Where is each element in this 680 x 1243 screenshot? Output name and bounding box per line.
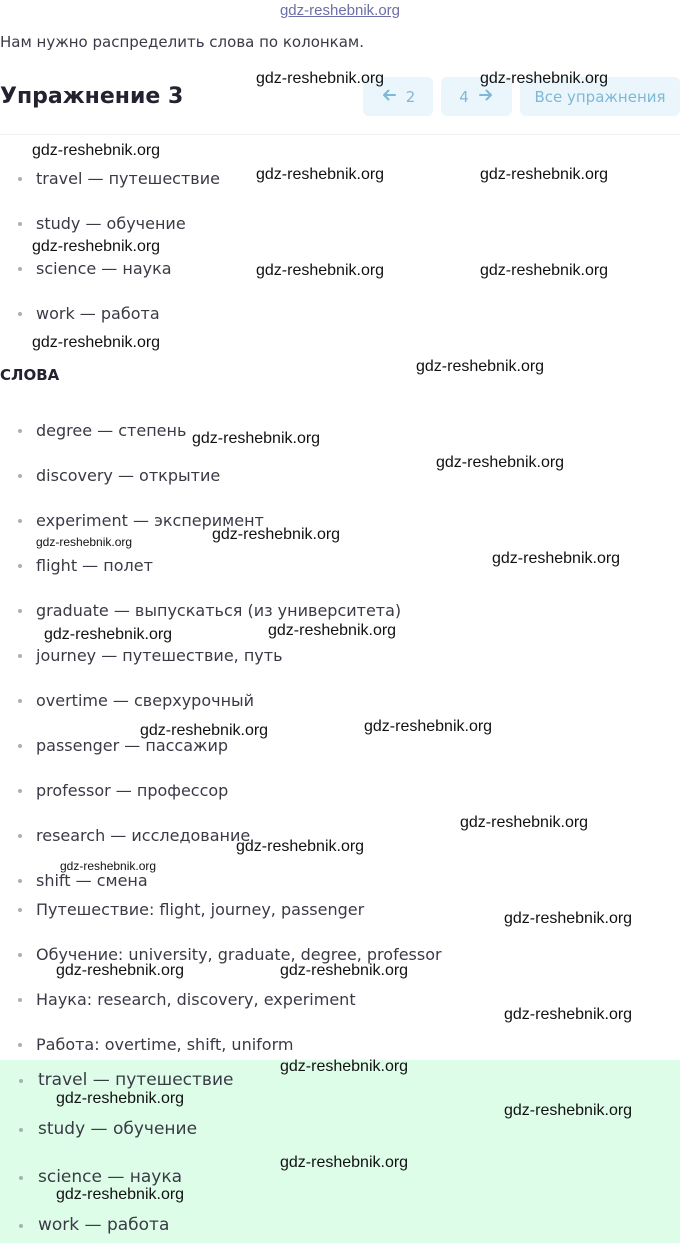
watermark-text: gdz-reshebnik.org bbox=[492, 550, 621, 567]
arrow-left-icon bbox=[381, 87, 397, 107]
list-item: Работа: overtime, shift, uniform bbox=[0, 1035, 293, 1054]
list-item: discovery — открытие bbox=[0, 466, 220, 485]
watermark-text: gdz-reshebnik.org bbox=[504, 910, 633, 927]
list-item: study — обучение bbox=[0, 214, 186, 233]
list-item: research — исследование bbox=[0, 826, 250, 845]
site-watermark-link[interactable]: gdz-reshebnik.org bbox=[279, 2, 401, 19]
all-exercises-button[interactable]: Все упражнения bbox=[520, 77, 680, 116]
watermark-text: gdz-reshebnik.org bbox=[32, 142, 161, 159]
next-exercise-label: 4 bbox=[459, 87, 469, 106]
watermark-text: gdz-reshebnik.org bbox=[36, 535, 133, 549]
watermark-text: gdz-reshebnik.org bbox=[212, 526, 341, 543]
words-section-title: СЛОВА bbox=[0, 366, 60, 384]
list-item: shift — смена bbox=[0, 871, 148, 890]
watermark-text: gdz-reshebnik.org bbox=[480, 262, 609, 279]
watermark-text: gdz-reshebnik.org bbox=[280, 962, 409, 979]
list-item: travel — путешествие bbox=[0, 169, 220, 188]
watermark-text: gdz-reshebnik.org bbox=[60, 859, 157, 873]
watermark-text: gdz-reshebnik.org bbox=[280, 1154, 409, 1171]
list-item: science — наука bbox=[0, 259, 172, 278]
arrow-right-icon bbox=[478, 87, 494, 107]
watermark-text: gdz-reshebnik.org bbox=[504, 1102, 633, 1119]
watermark-text: gdz-reshebnik.org bbox=[416, 358, 545, 375]
watermark-text: gdz-reshebnik.org bbox=[256, 166, 385, 183]
watermark-text: gdz-reshebnik.org bbox=[280, 1058, 409, 1075]
list-item: science — наука bbox=[0, 1167, 182, 1187]
watermark-text: gdz-reshebnik.org bbox=[480, 70, 609, 87]
watermark-text: gdz-reshebnik.org bbox=[236, 838, 365, 855]
list-item: work — работа bbox=[0, 1215, 169, 1235]
watermark-text: gdz-reshebnik.org bbox=[140, 722, 269, 739]
list-item: Наука: research, discovery, experiment bbox=[0, 990, 356, 1009]
watermark-text: gdz-reshebnik.org bbox=[436, 454, 565, 471]
list-item: Путешествие: flight, journey, passenger bbox=[0, 900, 364, 919]
list-item: Обучение: university, graduate, degree, professor bbox=[0, 945, 442, 964]
list-item: journey — путешествие, путь bbox=[0, 646, 283, 665]
list-item: overtime — сверхурочный bbox=[0, 691, 254, 710]
watermark-text: gdz-reshebnik.org bbox=[364, 718, 493, 735]
watermark-text: gdz-reshebnik.org bbox=[256, 262, 385, 279]
list-item: passenger — пассажир bbox=[0, 736, 228, 755]
list-item: flight — полет bbox=[0, 556, 153, 575]
watermark-text: gdz-reshebnik.org bbox=[504, 1006, 633, 1023]
watermark-text: gdz-reshebnik.org bbox=[268, 622, 397, 639]
watermark-text: gdz-reshebnik.org bbox=[460, 814, 589, 831]
watermark-text: gdz-reshebnik.org bbox=[192, 430, 321, 447]
watermark-text: gdz-reshebnik.org bbox=[56, 1090, 185, 1107]
watermark-text: gdz-reshebnik.org bbox=[32, 238, 161, 255]
intro-text: Нам нужно распределить слова по колонкам. bbox=[0, 33, 365, 51]
watermark-text: gdz-reshebnik.org bbox=[480, 166, 609, 183]
watermark-text: gdz-reshebnik.org bbox=[32, 334, 161, 351]
list-item: work — работа bbox=[0, 304, 160, 323]
watermark-text: gdz-reshebnik.org bbox=[44, 626, 173, 643]
exercise-title: Упражнение 3 bbox=[0, 84, 184, 109]
list-item: travel — путешествие bbox=[0, 1070, 233, 1090]
prev-exercise-label: 2 bbox=[405, 87, 416, 106]
watermark-text: gdz-reshebnik.org bbox=[56, 962, 185, 979]
list-item: study — обучение bbox=[0, 1119, 197, 1139]
answer-box bbox=[0, 1060, 680, 1243]
watermark-text: gdz-reshebnik.org bbox=[56, 1186, 185, 1203]
list-item: professor — профессор bbox=[0, 781, 228, 800]
list-item: experiment — эксперимент bbox=[0, 511, 264, 530]
watermark-text: gdz-reshebnik.org bbox=[256, 70, 385, 87]
list-item: graduate — выпускаться (из университета) bbox=[0, 601, 401, 620]
list-item: degree — степень bbox=[0, 421, 186, 440]
